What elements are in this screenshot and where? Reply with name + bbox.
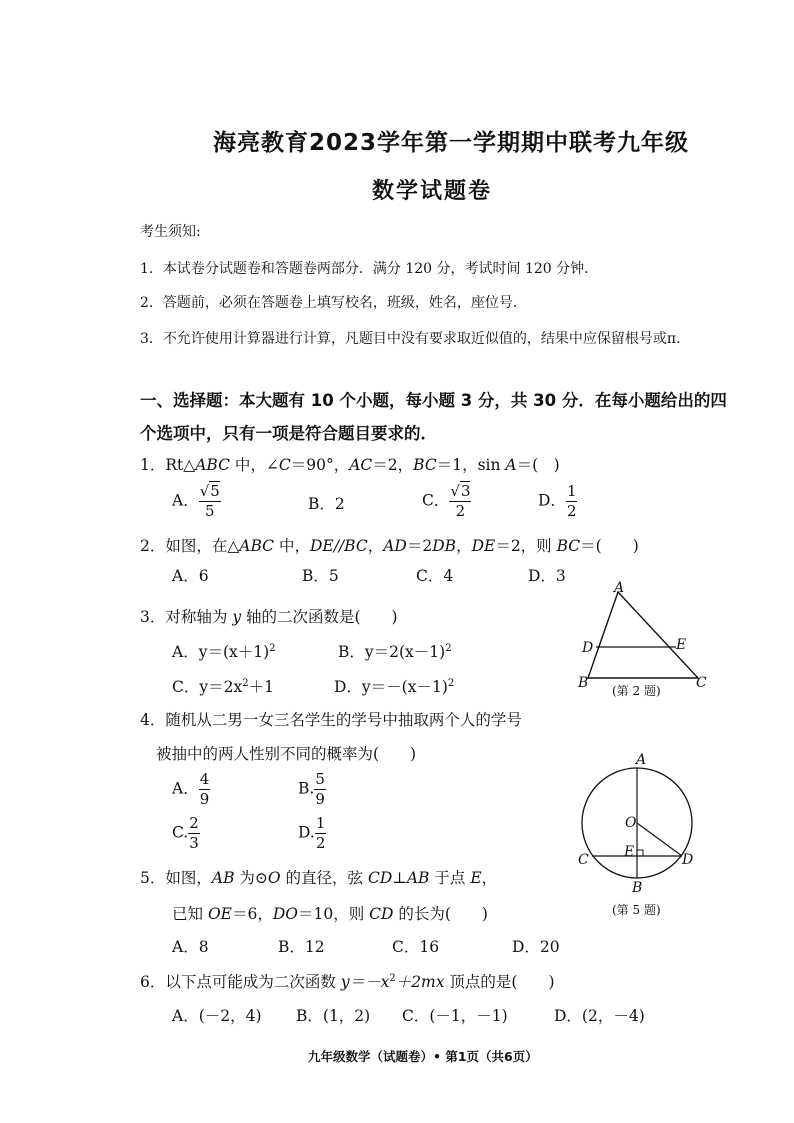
question-2-option-b[interactable]: B．5 [302,567,339,585]
option-text: A．y＝(x＋1) [172,643,270,661]
fraction: $\frac{1}{2}$ [566,482,577,520]
exam-subtitle: 数学试题卷 [372,179,493,204]
radius-od [637,823,682,856]
fig5-label-e: E [624,844,635,860]
fig2-label-b: B [578,675,589,691]
stem-text: ＝90°， [290,456,350,474]
exam-title: 海亮教育2023学年第一学期期中联考九年级 [213,130,690,156]
question-1-stem [140,453,560,475]
stem-text: 于点 [429,869,471,887]
question-5-stem-line-1 [140,866,497,888]
question-3-option-a[interactable] [172,640,276,662]
fig5-label-o: O [625,815,637,831]
question-number: 6． [140,973,166,991]
question-3-option-b[interactable] [338,640,452,662]
question-3-option-c[interactable] [172,675,274,697]
question-1-option-d[interactable] [538,482,577,521]
stem-text: ⊥ [392,869,407,887]
fraction: $\frac{√3}{2}$ [450,482,471,520]
math-var: DB [432,537,457,555]
exponent: 2 [242,678,249,689]
question-5-stem-line-2 [172,902,488,924]
fraction: $\frac{5}{9}$ [315,770,325,808]
stem-text: 为⊙ [234,869,268,887]
fraction: $\frac{√5}{5}$ [199,482,220,520]
section-1-line-1: 一、选择题：本大题有 10 个小题，每小题 3 分，共 30 分．在每小题给出的四 [140,391,727,410]
stem-text: 的长为( ) [393,905,488,923]
option-text: B．y＝2(x－1) [338,643,446,661]
fig2-label-d: D [582,640,594,656]
page-footer: 九年级数学（试题卷）• 第1页（共6页） [308,1049,538,1064]
stem-text: 中， [274,537,310,555]
section-1-line-2: 个选项中，只有一项是符合题目要求的． [140,424,437,443]
math-var: ABC [195,456,230,474]
math-var: O [267,869,281,887]
question-6-stem [140,970,555,992]
figure-q5-circle [572,758,702,888]
fig2-caption: (第 2 题) [612,684,661,698]
stem-text: 的直径，弦 [280,869,368,887]
stem-text: Rt△ [165,456,196,474]
question-6-option-b[interactable]: B．(1，2) [296,1007,371,1025]
question-2-option-d[interactable]: D．3 [528,567,566,585]
option-text: ＋1 [248,678,274,696]
math-var: AD [383,537,407,555]
fraction: $\frac{4}{9}$ [199,770,210,808]
radicand: 5 [210,482,220,500]
question-4-option-d[interactable] [298,814,326,853]
fig2-label-e: E [676,637,687,653]
stem-text: ＝1，sin [436,456,506,474]
question-number: 5． [140,869,166,887]
question-2-stem [140,534,639,556]
math-var: BC [413,456,437,474]
stem-text: 如图，在△ [165,537,240,555]
option-label: A． [172,491,199,510]
math-expr: y＝－x [340,973,390,991]
notice-item-1: 1．本试卷分试题卷和答题卷两部分．满分 120 分，考试时间 120 分钟． [140,261,599,277]
question-5-option-d[interactable]: D．20 [512,938,560,956]
exponent: 2 [389,973,396,984]
stem-text: ＝2 [406,537,433,555]
question-1-option-c[interactable] [422,482,471,521]
question-4-option-b[interactable] [298,770,326,809]
math-var: DO [272,905,298,923]
question-6-option-d[interactable]: D．(2，－4) [554,1007,645,1025]
question-4-stem-line-2: 被抽中的两人性别不同的概率为( ) [156,745,417,763]
question-4-option-c[interactable] [172,814,200,853]
math-var: E [470,869,482,887]
option-text: D．y＝－(x－1) [334,678,448,696]
fig5-label-a: A [636,752,647,768]
math-var: y [232,608,242,626]
question-number: 1． [140,456,166,474]
right-angle-mark [637,850,643,856]
stem-text: 对称轴为 [165,608,233,626]
question-5-option-b[interactable]: B．12 [278,938,325,956]
math-var: AC [349,456,373,474]
stem-text: 随机从二男一女三名学生的学号中抽取两个人的学号 [165,711,522,729]
option-label: D． [538,491,566,510]
math-var: BC [556,537,581,555]
math-var: ABC [239,537,275,555]
question-4-option-a[interactable] [172,770,210,809]
denominator: 2 [455,501,466,520]
exponent: 2 [445,643,452,654]
question-5-option-c[interactable]: C．16 [392,938,440,956]
math-var: CD [369,905,394,923]
stem-text: ＝( ) [580,537,639,555]
stem-text: ， [456,537,472,555]
question-number: 2． [140,537,166,555]
stem-text: 以下点可能成为二次函数 [165,973,341,991]
math-var: OE [207,905,232,923]
fig5-label-c: C [578,852,589,868]
question-number: 4． [140,711,166,729]
option-label: C． [422,491,450,510]
stem-text: 如图， [165,869,212,887]
question-6-option-a[interactable]: A．(－2，4) [172,1007,262,1025]
stem-text: 中，∠ [229,456,279,474]
option-text: C．y＝2x [172,678,243,696]
question-3-stem [140,605,398,627]
triangle-abc [588,592,698,678]
math-var: DE//BC [309,537,368,555]
math-expr: ＋2mx [395,973,445,991]
math-var: AB [211,869,235,887]
stem-text: ＝2， [372,456,414,474]
stem-text: ＝( ) [516,456,560,474]
option-label: B. [298,779,315,798]
stem-text: ， [367,537,384,555]
stem-text: 轴的二次函数是( ) [241,608,398,626]
fraction: $\frac{2}{3}$ [189,814,199,852]
fig5-label-d: D [682,852,694,868]
math-var: AB [406,869,430,887]
question-2-option-c[interactable]: C．4 [416,567,454,585]
denominator: 5 [204,501,215,520]
notice-item-3: 3．不允许使用计算器进行计算，凡题目中没有要求取近似值的，结果中应保留根号或π. [140,331,681,347]
math-var: DE [471,537,496,555]
stem-text: 已知 [172,905,208,923]
question-1-option-b[interactable]: B．2 [308,495,345,513]
notice-item-2: 2．答题前，必须在答题卷上填写校名，班级，姓名，座位号． [140,295,527,311]
stem-text: ＝2，则 [495,537,557,555]
math-var: C [278,456,291,474]
fig5-caption: (第 5 题) [612,903,661,917]
question-1-option-a[interactable] [172,482,221,521]
notice-heading: 考生须知: [140,224,201,240]
stem-text: ＝10，则 [297,905,370,923]
radicand: 3 [460,482,471,500]
fig5-label-b: B [632,880,643,896]
option-label: C. [172,823,189,842]
fig2-label-a: A [614,580,625,596]
fraction: $\frac{1}{2}$ [315,814,326,852]
fig2-label-c: C [696,675,707,691]
question-2-option-a[interactable]: A．6 [172,567,209,585]
question-number: 3． [140,608,166,626]
exponent: 2 [269,643,276,654]
math-var: CD [367,869,393,887]
question-6-option-c[interactable]: C．(－1，－1) [402,1007,508,1025]
question-4-stem-line-1 [140,708,522,730]
question-5-option-a[interactable]: A．8 [172,938,209,956]
exponent: 2 [447,678,455,689]
option-label: A． [172,779,199,798]
question-3-option-d[interactable] [334,675,454,697]
stem-text: ＝6， [231,905,273,923]
stem-text: 顶点的是( ) [444,973,555,991]
math-var: A [505,456,517,474]
stem-text: ， [481,869,498,887]
option-label: D. [298,823,315,842]
